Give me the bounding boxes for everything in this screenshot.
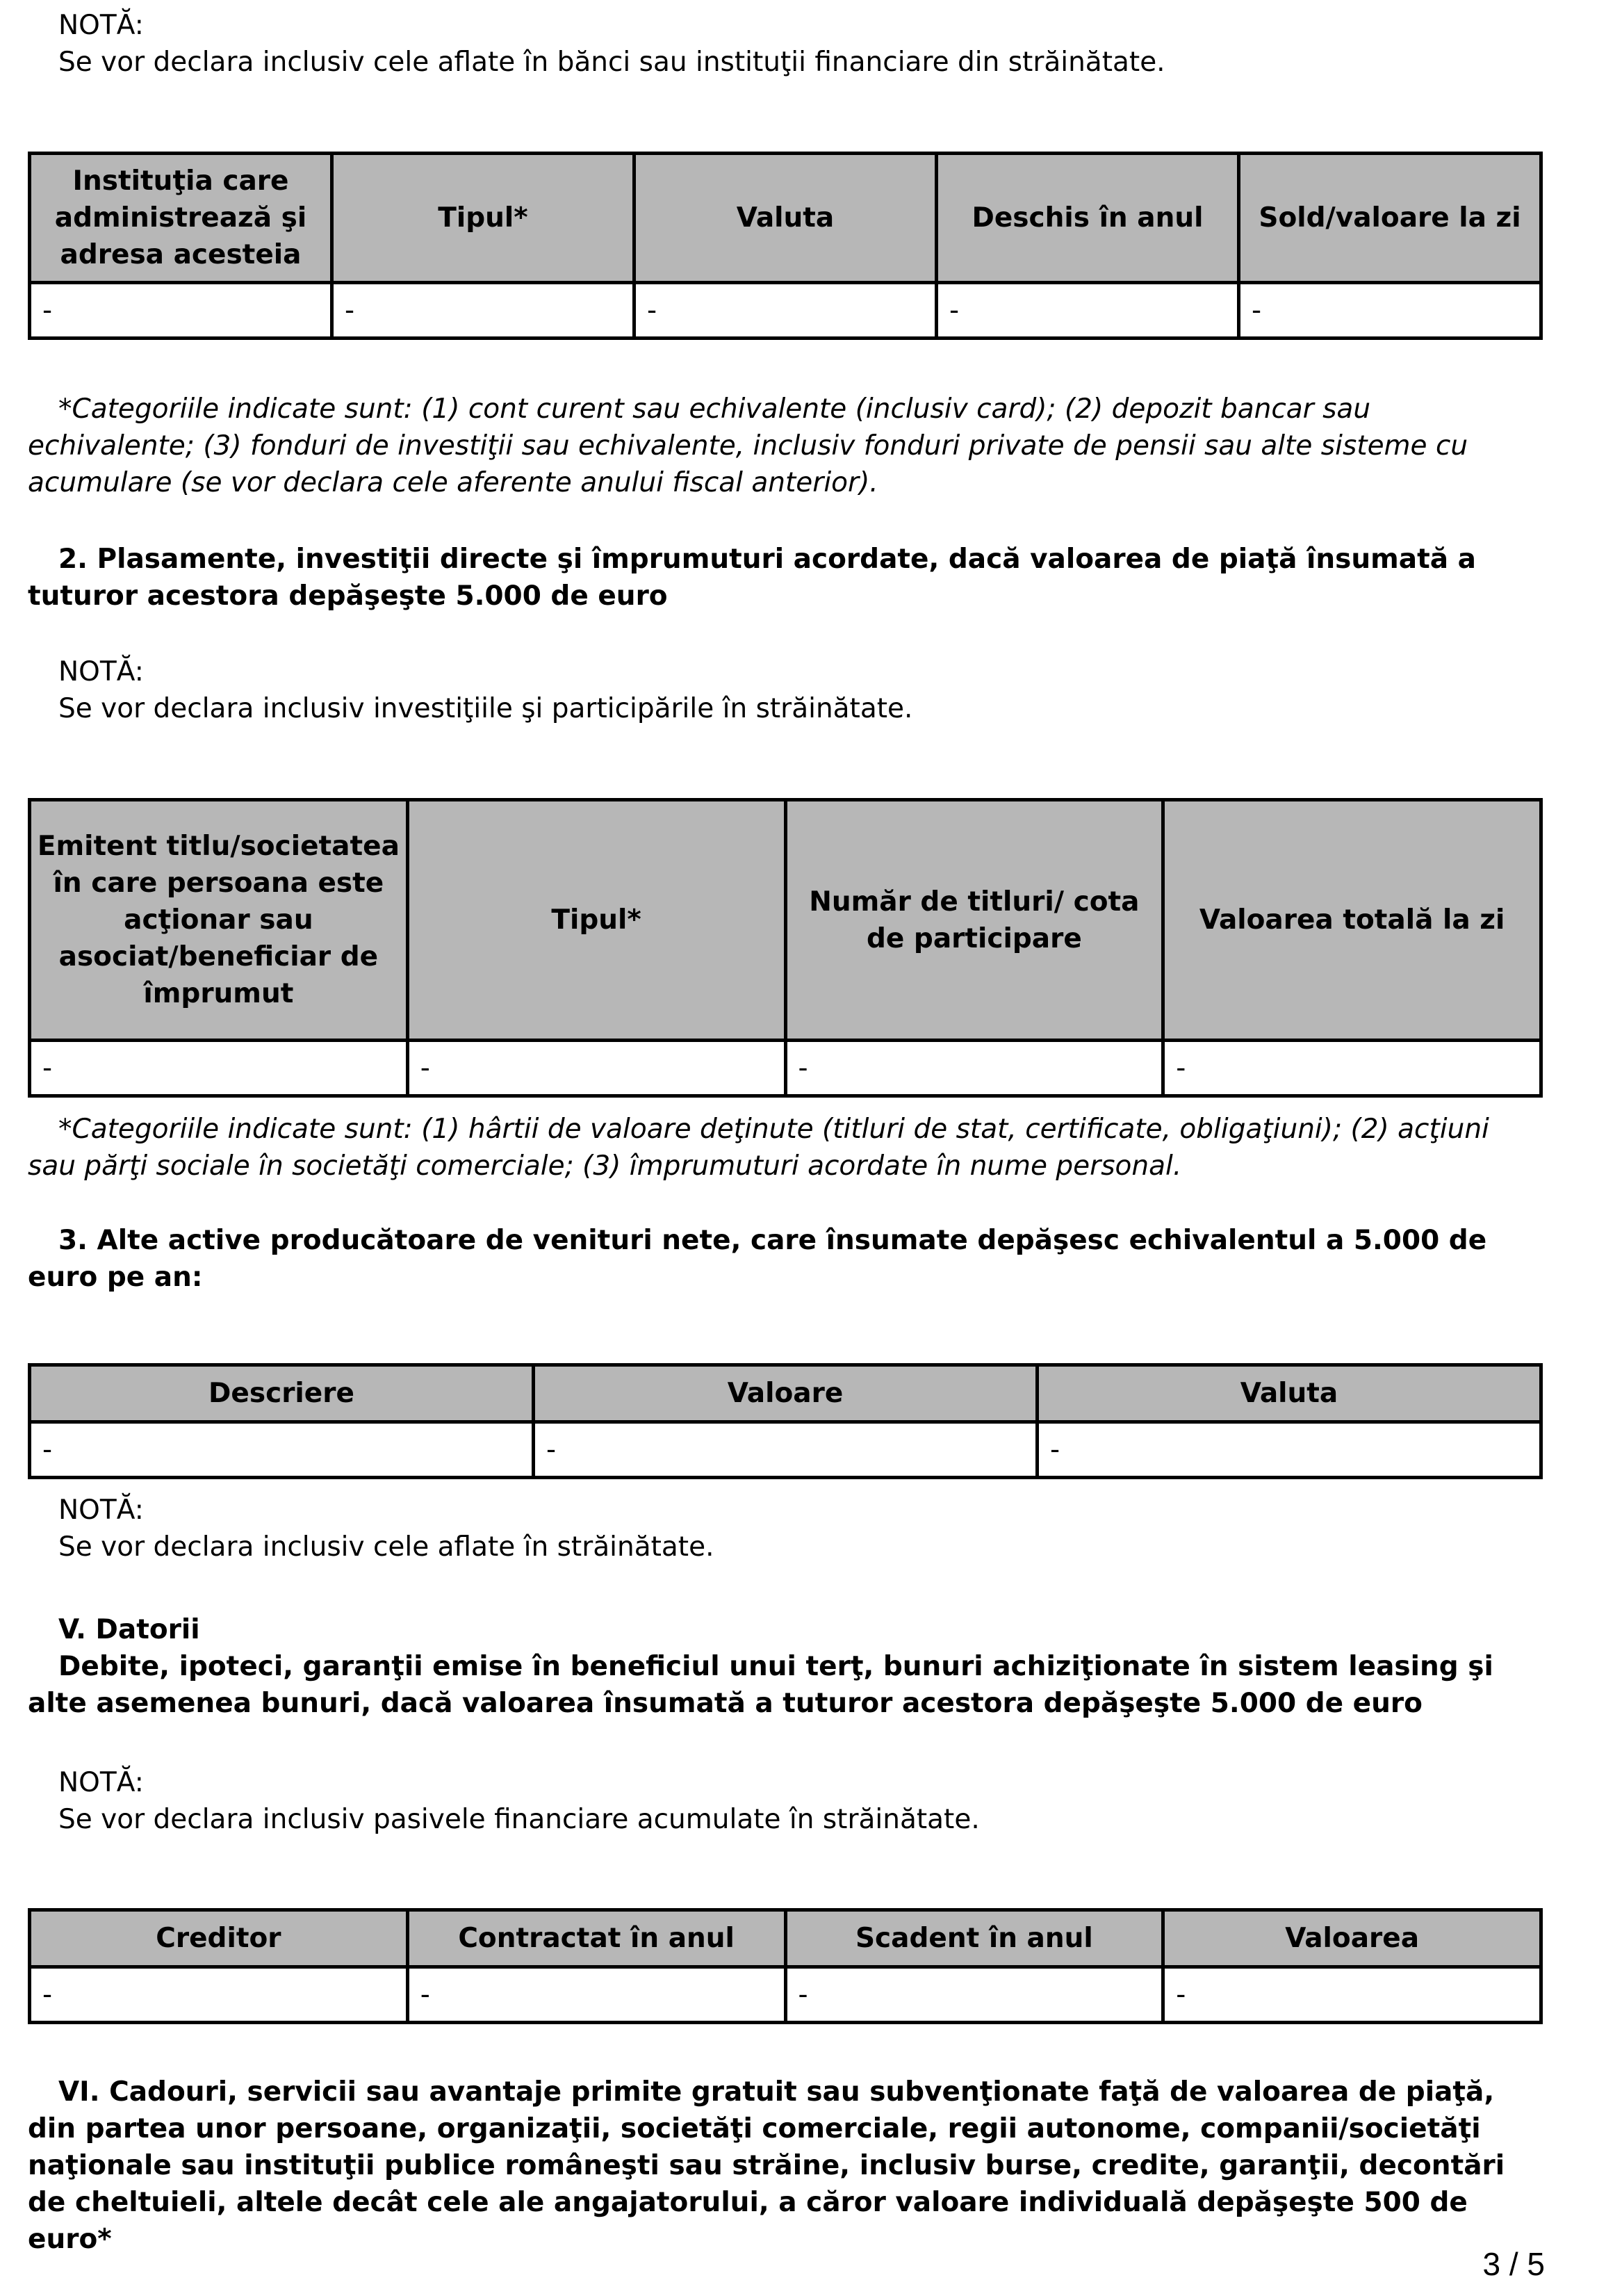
table-cell: - xyxy=(1163,1967,1541,2023)
note-text: Se vor declara inclusiv investiţiile şi participările în străinătate. xyxy=(58,693,913,724)
table-cell: - xyxy=(634,283,937,339)
table-cell: - xyxy=(534,1422,1038,1478)
table-cell: - xyxy=(30,1967,408,2023)
other-assets-table xyxy=(28,1363,1543,1479)
column-header: Valoarea totală la zi xyxy=(1163,800,1541,1041)
column-header: Descriere xyxy=(30,1365,534,1422)
column-header: Valoare xyxy=(534,1365,1038,1422)
note-block-3 xyxy=(28,1492,1543,1565)
column-header: Contractat în anul xyxy=(407,1910,785,1967)
note-block-1 xyxy=(28,7,1543,81)
column-header: Deschis în anul xyxy=(937,154,1239,283)
note-label: NOTĂ: xyxy=(58,1495,144,1526)
page-number: 3 / 5 xyxy=(1482,2246,1545,2282)
column-header: Valoarea xyxy=(1163,1910,1541,1967)
debts-table xyxy=(28,1908,1543,2024)
table-header-row xyxy=(30,154,1541,283)
table-cell: - xyxy=(1163,1041,1541,1096)
section-3-heading: 3. Alte active producătoare de venituri nete, care însumate depăşesc echivalentul a 5.000 de euro pe an: xyxy=(28,1225,1487,1293)
accounts-table xyxy=(28,152,1543,340)
column-header: Emitent titlu/societatea în care persoana este acţionar sau asociat/beneficiar de împrumut xyxy=(30,800,408,1041)
column-header: Tipul* xyxy=(407,800,785,1041)
column-header: Scadent în anul xyxy=(785,1910,1163,1967)
table-cell: - xyxy=(332,283,634,339)
column-header: Sold/valoare la zi xyxy=(1239,154,1541,283)
section-2-heading: 2. Plasamente, investiţii directe şi împrumuturi acordate, dacă valoarea de piaţă însumată a tuturor acestora depăşeşte 5.000 de euro xyxy=(28,544,1476,612)
table-cell: - xyxy=(937,283,1239,339)
section-5-title: V. Datorii xyxy=(58,1614,200,1645)
table-row xyxy=(30,1422,1541,1478)
section-6-heading: VI. Cadouri, servicii sau avantaje primite gratuit sau subvenţionate faţă de valoarea de piaţă, din partea unor persoane, organizaţii, societăţi comerciale, regii autonome, companii/societăţi naţionale sau instituţii publice româneşti sau străine, inclusiv burse, credite, garanţii, decontări de cheltuieli, altele decât cele ale angajatorului, a căror valoare individuală depăşeşte 500 de euro* xyxy=(28,2076,1505,2255)
table-header-row xyxy=(30,800,1541,1041)
note-label: NOTĂ: xyxy=(58,1767,144,1798)
table-cell: - xyxy=(1239,283,1541,339)
footnote-2: *Categoriile indicate sunt: (1) hârtii de valoare deţinute (titluri de stat, certificate, obligaţiuni); (2) acţiuni sau părţi sociale în societăţi comerciale; (3) împrumuturi acordate în nume personal. xyxy=(28,1114,1489,1182)
table-cell: - xyxy=(30,283,332,339)
note-text: Se vor declara inclusiv cele aflate în bănci sau instituţii financiare din străinătate. xyxy=(58,47,1165,78)
table-row xyxy=(30,283,1541,339)
table-cell: - xyxy=(407,1967,785,2023)
note-block-2 xyxy=(28,653,1543,727)
column-header: Instituţia care administrează şi adresa acesteia xyxy=(30,154,332,283)
note-text: Se vor declara inclusiv pasivele financiare acumulate în străinătate. xyxy=(58,1804,980,1835)
table-cell: - xyxy=(1038,1422,1541,1478)
table-header-row xyxy=(30,1910,1541,1967)
table-cell: - xyxy=(30,1422,534,1478)
note-block-4 xyxy=(28,1764,1543,1838)
column-header: Valuta xyxy=(634,154,937,283)
section-5-heading: Debite, ipoteci, garanţii emise în beneficiul unui terţ, bunuri achiziţionate în sistem leasing şi alte asemenea bunuri, dacă valoarea însumată a tuturor acestora depăşeşte 5.000 de euro xyxy=(28,1651,1493,1719)
section-5 xyxy=(28,1611,1543,1722)
table-cell: - xyxy=(407,1041,785,1096)
note-label: NOTĂ: xyxy=(58,10,144,41)
table-row xyxy=(30,1967,1541,2023)
table-row xyxy=(30,1041,1541,1096)
column-header: Număr de titluri/ cota de participare xyxy=(785,800,1163,1041)
note-text: Se vor declara inclusiv cele aflate în străinătate. xyxy=(58,1531,714,1563)
note-label: NOTĂ: xyxy=(58,656,144,687)
column-header: Creditor xyxy=(30,1910,408,1967)
table-cell: - xyxy=(785,1041,1163,1096)
investments-table xyxy=(28,798,1543,1098)
table-header-row xyxy=(30,1365,1541,1422)
table-cell: - xyxy=(30,1041,408,1096)
table-cell: - xyxy=(785,1967,1163,2023)
column-header: Tipul* xyxy=(332,154,634,283)
footnote-1: *Categoriile indicate sunt: (1) cont curent sau echivalente (inclusiv card); (2) depozit bancar sau echivalente; (3) fonduri de investiţii sau echivalente, inclusiv fonduri private de pensii sau alte sisteme cu acumulare (se vor declara cele aferente anului fiscal anterior). xyxy=(28,393,1468,498)
column-header: Valuta xyxy=(1038,1365,1541,1422)
